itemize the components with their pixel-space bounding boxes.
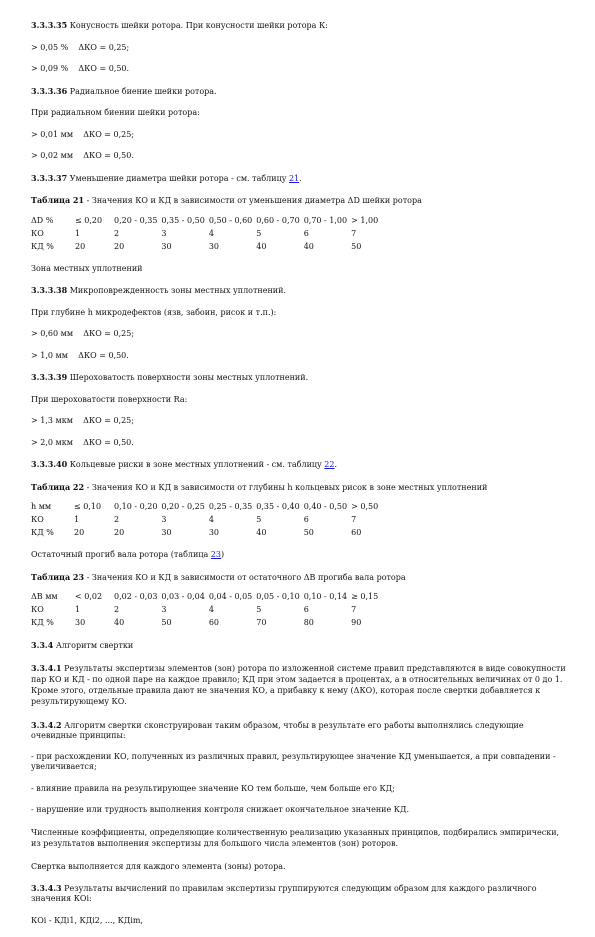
condition-value: ΔКО = 0,25; — [83, 129, 135, 139]
clause-text: Остаточный прогиб вала ротора (таблица — [31, 550, 209, 559]
table-cell: 1 — [74, 515, 80, 524]
condition-line — [31, 351, 571, 361]
table-cell: 0,50 - 0,60 — [208, 215, 253, 225]
principle-item: - влияние правила на результирующее значение КО тем больше, чем больше его КД; — [31, 783, 395, 793]
table-22-caption — [31, 482, 571, 493]
table-caption-number: Таблица 23 — [31, 571, 85, 582]
table-cell: 6 — [303, 605, 309, 614]
clause-3-3-3-35 — [31, 20, 571, 31]
table-cell: 3 — [161, 605, 167, 614]
clause-text: Алгоритм свертки — [55, 641, 134, 650]
table-cell: 20 — [74, 528, 85, 537]
table-row — [31, 216, 382, 229]
table-cell: 1 — [75, 228, 81, 238]
table-cell: 4 — [208, 605, 214, 614]
table-cell: 0,20 - 0,25 — [161, 502, 205, 511]
condition-threshold: > 0,60 мм — [31, 329, 74, 338]
table-cell: 6 — [303, 228, 309, 238]
clause-text-end: ) — [220, 550, 225, 559]
clause-number: 3.3.4.2 — [31, 719, 62, 730]
table-cell: 40 — [256, 528, 267, 537]
clause-number: 3.3.3.38 — [31, 285, 68, 295]
clause-subtext: При шероховатости поверхности Ra: — [31, 394, 188, 404]
condition-threshold: > 2,0 мкм — [31, 437, 73, 447]
clause-text: Кольцевые риски в зоне местных уплотнений - см. таблицу — [69, 460, 322, 469]
table-cell: ΔD % — [31, 215, 54, 225]
convolution-note: Свертка выполняется для каждого элемента (зоны) ротора. — [31, 861, 286, 871]
table-cell: ΔВ мм — [31, 592, 58, 601]
table-cell: 40 — [256, 241, 267, 251]
clause-number: 3.3.3.37 — [31, 172, 68, 183]
table-caption-text: - Значения КО и КД в зависимости от уменьшения диаметра ΔD шейки ротора — [84, 196, 422, 205]
clause-number: 3.3.3.40 — [31, 459, 68, 469]
condition-line — [31, 416, 571, 426]
table-cell: < 0,02 — [75, 592, 103, 601]
clause-number: 3.3.3.39 — [31, 372, 68, 382]
table-cell: 2 — [114, 515, 120, 524]
condition-threshold: > 0,02 мм — [31, 151, 74, 160]
table-23 — [31, 592, 382, 631]
table-cell: 50 — [303, 528, 314, 537]
table-cell: 30 — [161, 528, 172, 537]
clause-number: 3.3.4.1 — [31, 662, 62, 673]
table-cell: 0,40 - 0,50 — [303, 502, 348, 511]
table-23-link[interactable]: 23 — [210, 550, 221, 559]
clause-3-3-4-1 — [31, 663, 571, 707]
table-cell: КО — [31, 605, 44, 614]
table-cell: КД % — [31, 618, 54, 627]
table-cell: 5 — [256, 605, 262, 614]
clause-subtext: При глубине h микродефектов (язв, забоин, рисок и т.п.): — [31, 307, 277, 317]
clause-number: 3.3.4.3 — [31, 883, 62, 893]
table-21 — [31, 216, 382, 255]
clause-text: Алгоритм свертки сконструирован таким образом, чтобы в результате его работы выполнялись следующие очевидные принципы: — [31, 720, 524, 740]
table-row — [31, 618, 382, 631]
table-cell: 7 — [351, 228, 357, 238]
table-cell: 3 — [161, 515, 167, 524]
table-cell: 20 — [114, 241, 125, 251]
table-cell: 0,04 - 0,05 — [208, 592, 253, 601]
table-cell: 80 — [303, 618, 314, 627]
table-cell: 0,70 - 1,00 — [303, 215, 348, 225]
table-row — [31, 242, 382, 255]
table-cell: 0,02 - 0,03 — [114, 592, 158, 601]
table-row — [31, 515, 382, 528]
clause-number: 3.3.4 — [31, 640, 54, 650]
condition-line — [31, 43, 571, 53]
table-cell: 30 — [208, 528, 220, 537]
section-3-3-4-heading — [31, 640, 571, 651]
table-22 — [31, 502, 382, 541]
condition-value: ΔКО = 0,25; — [83, 416, 134, 425]
table-cell: КО — [31, 228, 44, 238]
table-cell: 0,35 - 0,40 — [256, 502, 300, 511]
condition-value: ΔКО = 0,50. — [83, 151, 134, 160]
table-cell: 0,25 - 0,35 — [208, 502, 253, 511]
table-row — [31, 592, 382, 605]
table-cell: 60 — [351, 528, 362, 537]
residual-deflection-heading — [31, 550, 571, 560]
principle-item: - при расхождении КО, полученных из различных правил, результирующее значение КД уменьшается, а при совпадении - увеличивается; — [31, 752, 556, 771]
condition-value: ΔКО = 0,50. — [78, 64, 130, 73]
condition-value: ΔКО = 0,25; — [83, 329, 135, 338]
table-cell: 0,03 - 0,04 — [161, 592, 205, 601]
table-cell: 0,35 - 0,50 — [161, 215, 205, 225]
table-cell: 2 — [114, 228, 120, 238]
table-cell: 60 — [208, 618, 220, 627]
condition-value: ΔКО = 0,50. — [78, 350, 129, 360]
clause-number: 3.3.3.36 — [31, 85, 68, 96]
table-cell: 7 — [351, 605, 357, 614]
condition-threshold: > 0,01 мм — [31, 129, 74, 139]
clause-text: Радиальное биение шейки ротора. — [69, 86, 217, 96]
condition-value: ΔКО = 0,25; — [78, 42, 130, 52]
clause-number: 3.3.3.35 — [31, 20, 68, 30]
principle-item: - нарушение или трудность выполнения контроля снижает окончательное значение КД. — [31, 805, 410, 814]
table-cell: 1 — [75, 605, 81, 614]
table-cell: 30 — [208, 241, 220, 251]
clause-text-end: . — [334, 460, 338, 469]
table-22-link[interactable]: 22 — [324, 460, 335, 469]
clause-text: Конусность шейки ротора. При конусности шейки ротора К: — [69, 21, 328, 30]
document-body — [31, 20, 571, 937]
condition-line — [31, 151, 571, 161]
table-cell: 0,10 - 0,20 — [114, 502, 158, 511]
condition-threshold: > 1,0 мм — [31, 350, 68, 360]
table-cell: ≤ 0,20 — [75, 215, 103, 225]
table-cell: ≤ 0,10 — [74, 502, 102, 511]
table-21-caption — [31, 195, 571, 206]
condition-line — [31, 64, 571, 74]
clause-subtext: При радиальном биении шейки ротора: — [31, 108, 200, 117]
table-caption-number: Таблица 22 — [31, 481, 85, 492]
clause-3-3-4-3 — [31, 883, 571, 904]
table-cell: 50 — [161, 618, 172, 627]
clause-text: Результаты вычислений по правилам экспертизы группируются следующим образом для каждого различного значения КОі: — [31, 884, 537, 903]
clause-3-3-3-37 — [31, 173, 571, 184]
table-row — [31, 528, 382, 541]
condition-threshold: > 0,05 % — [31, 42, 69, 52]
table-row — [31, 229, 382, 242]
table-cell: 70 — [256, 618, 267, 627]
condition-line — [31, 329, 571, 339]
table-cell: 0,60 - 0,70 — [256, 215, 300, 225]
table-21-link[interactable]: 21 — [288, 173, 300, 183]
table-cell: КД % — [31, 241, 54, 251]
section-heading-local-seals: Зона местных уплотнений — [31, 263, 143, 273]
table-cell: 3 — [161, 228, 167, 238]
table-caption-number: Таблица 21 — [31, 195, 85, 205]
condition-line — [31, 130, 571, 140]
clause-3-3-3-40 — [31, 459, 571, 470]
table-cell: 30 — [75, 618, 86, 627]
clause-text-end: . — [299, 173, 302, 183]
table-caption-text: - Значения КО и КД в зависимости от глубины h кольцевых рисок в зоне местных уплотнений — [84, 482, 488, 492]
table-caption-text: - Значения КО и КД в зависимости от остаточного ΔВ прогиба вала ротора — [84, 572, 406, 582]
coefficients-paragraph: Численные коэффициенты, определяющие количественную реализацию указанных принципов, подбирались эмпирически, из результатов выполнения экспертизы для большого числа элементов (зон) роторов. — [31, 827, 560, 848]
clause-text: Микроповрежденность зоны местных уплотнений. — [69, 286, 287, 295]
table-cell: 40 — [114, 618, 125, 627]
table-row — [31, 605, 382, 618]
table-cell: КО — [31, 515, 44, 524]
table-cell: 20 — [75, 241, 86, 251]
table-cell: 0,10 - 0,14 — [303, 592, 348, 601]
table-cell: > 0,50 — [351, 502, 379, 511]
table-cell: ≥ 0,15 — [351, 592, 379, 601]
clause-3-3-4-2 — [31, 720, 571, 741]
condition-threshold: > 1,3 мкм — [31, 416, 73, 425]
table-cell: 4 — [208, 228, 214, 238]
table-cell: 4 — [208, 515, 214, 524]
table-cell: > 1,00 — [351, 215, 379, 225]
condition-threshold: > 0,09 % — [31, 64, 69, 73]
table-cell: h мм — [31, 502, 52, 511]
table-cell: 90 — [351, 618, 362, 627]
table-cell: 0,05 - 0,10 — [256, 592, 300, 601]
clause-3-3-3-38 — [31, 285, 571, 296]
table-cell: КД % — [31, 528, 54, 537]
table-cell: 5 — [256, 228, 262, 238]
table-cell: 40 — [303, 241, 314, 251]
table-cell: 7 — [351, 515, 357, 524]
clause-text: Шероховатость поверхности зоны местных уплотнений. — [69, 373, 309, 382]
table-23-caption — [31, 572, 571, 583]
table-cell: 6 — [303, 515, 309, 524]
table-cell: 30 — [161, 241, 172, 251]
table-cell: 20 — [114, 528, 125, 537]
condition-line — [31, 438, 571, 448]
condition-value: ΔКО = 0,50. — [83, 437, 134, 447]
clause-text: Результаты экспертизы элементов (зон) ротора по изложенной системе правил представляются в виде совокупности пар КО и КД - по одной паре на каждое правило; КД при этом задается в процентах, а в относительных величинах от 0 до 1. Кроме этого, отдельные правила дают не значения КО, а прибавку к нему (ΔКО), которая после свертки добавляется к результирующему КО. — [31, 663, 566, 706]
table-cell: 50 — [351, 241, 362, 251]
table-cell: 0,20 - 0,35 — [114, 215, 158, 225]
clause-3-3-3-36 — [31, 86, 571, 97]
table-row — [31, 502, 382, 515]
table-cell: 5 — [256, 515, 262, 524]
grouping-formula: КОі - КДі1, КДі2, ..., КДіm, — [31, 915, 144, 925]
clause-text: Уменьшение диаметра шейки ротора - см. таблицу — [69, 173, 287, 183]
clause-3-3-3-39 — [31, 372, 571, 383]
table-cell: 2 — [114, 605, 120, 614]
